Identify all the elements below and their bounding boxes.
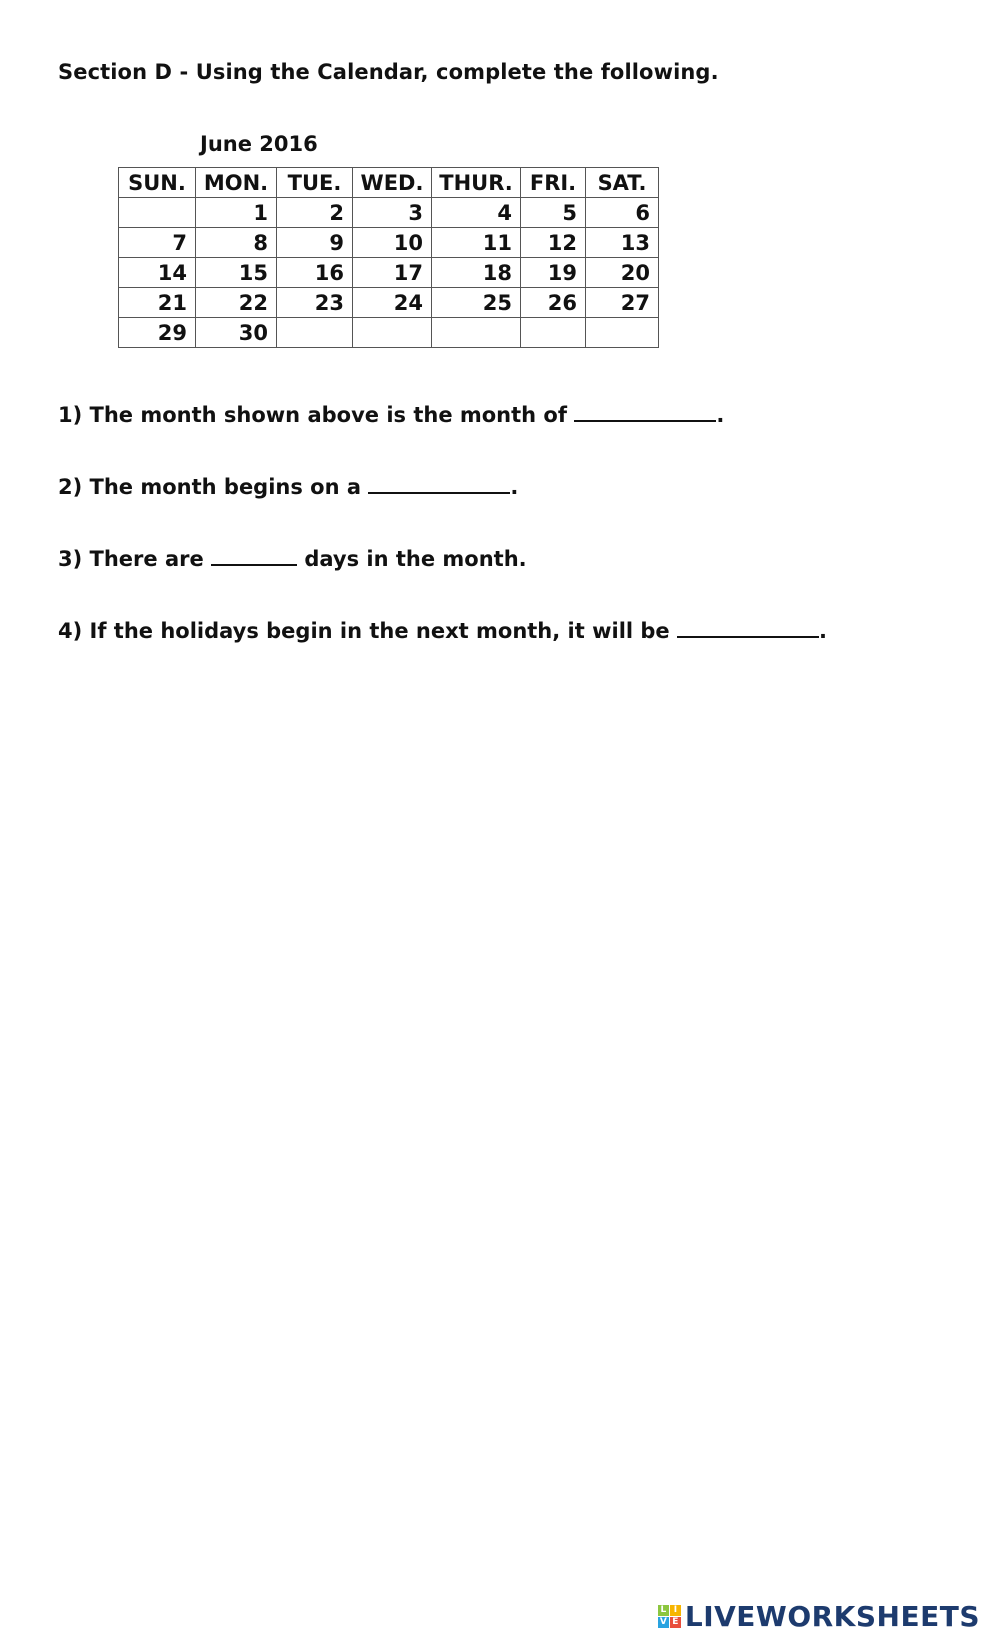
header-wed: WED. [353,168,432,198]
calendar-day: 6 [586,198,659,228]
calendar-day: 8 [196,228,277,258]
calendar-day [521,318,586,348]
answer-blank-4[interactable] [677,618,819,638]
calendar-day: 16 [277,258,353,288]
question-4: 4) If the holidays begin in the next month, it will be . [58,619,827,643]
calendar-day: 22 [196,288,277,318]
calendar-day: 18 [432,258,521,288]
calendar-day: 30 [196,318,277,348]
calendar-day: 7 [119,228,196,258]
header-thur: THUR. [432,168,521,198]
calendar-day: 19 [521,258,586,288]
calendar-day: 1 [196,198,277,228]
calendar-day [119,198,196,228]
calendar-day: 9 [277,228,353,258]
calendar-day: 29 [119,318,196,348]
calendar-day: 25 [432,288,521,318]
logo-text: LIVEWORKSHEETS [684,1600,980,1633]
header-sat: SAT. [586,168,659,198]
calendar-day: 11 [432,228,521,258]
calendar-day [277,318,353,348]
calendar-title: June 2016 [200,132,318,156]
section-title: Section D - Using the Calendar, complete the following. [58,60,719,84]
calendar-day: 27 [586,288,659,318]
header-tue: TUE. [277,168,353,198]
calendar-day: 24 [353,288,432,318]
calendar-day: 3 [353,198,432,228]
header-sun: SUN. [119,168,196,198]
header-fri: FRI. [521,168,586,198]
calendar-day: 4 [432,198,521,228]
question-2: 2) The month begins on a . [58,475,519,499]
calendar-day: 14 [119,258,196,288]
calendar-day: 10 [353,228,432,258]
calendar-day: 15 [196,258,277,288]
calendar-day: 21 [119,288,196,318]
calendar-week-row [119,198,659,228]
calendar-day: 17 [353,258,432,288]
calendar-week-row [119,228,659,258]
answer-blank-2[interactable] [368,474,510,494]
answer-blank-1[interactable] [574,402,716,422]
calendar-week-row [119,288,659,318]
calendar-week-row [119,318,659,348]
calendar-day [586,318,659,348]
calendar-day: 12 [521,228,586,258]
calendar-day: 20 [586,258,659,288]
calendar-day [432,318,521,348]
liveworksheets-logo [658,1600,980,1633]
question-1: 1) The month shown above is the month of . [58,403,725,427]
calendar-day: 23 [277,288,353,318]
live-logo-icon: L I V E [658,1605,681,1628]
calendar-header-row [119,168,659,198]
calendar-day: 2 [277,198,353,228]
answer-blank-3[interactable] [211,546,297,566]
calendar-week-row [119,258,659,288]
calendar-day: 5 [521,198,586,228]
calendar-day: 13 [586,228,659,258]
calendar-day [353,318,432,348]
header-mon: MON. [196,168,277,198]
calendar-day: 26 [521,288,586,318]
question-3: 3) There are days in the month. [58,547,527,571]
calendar-table [118,167,659,348]
